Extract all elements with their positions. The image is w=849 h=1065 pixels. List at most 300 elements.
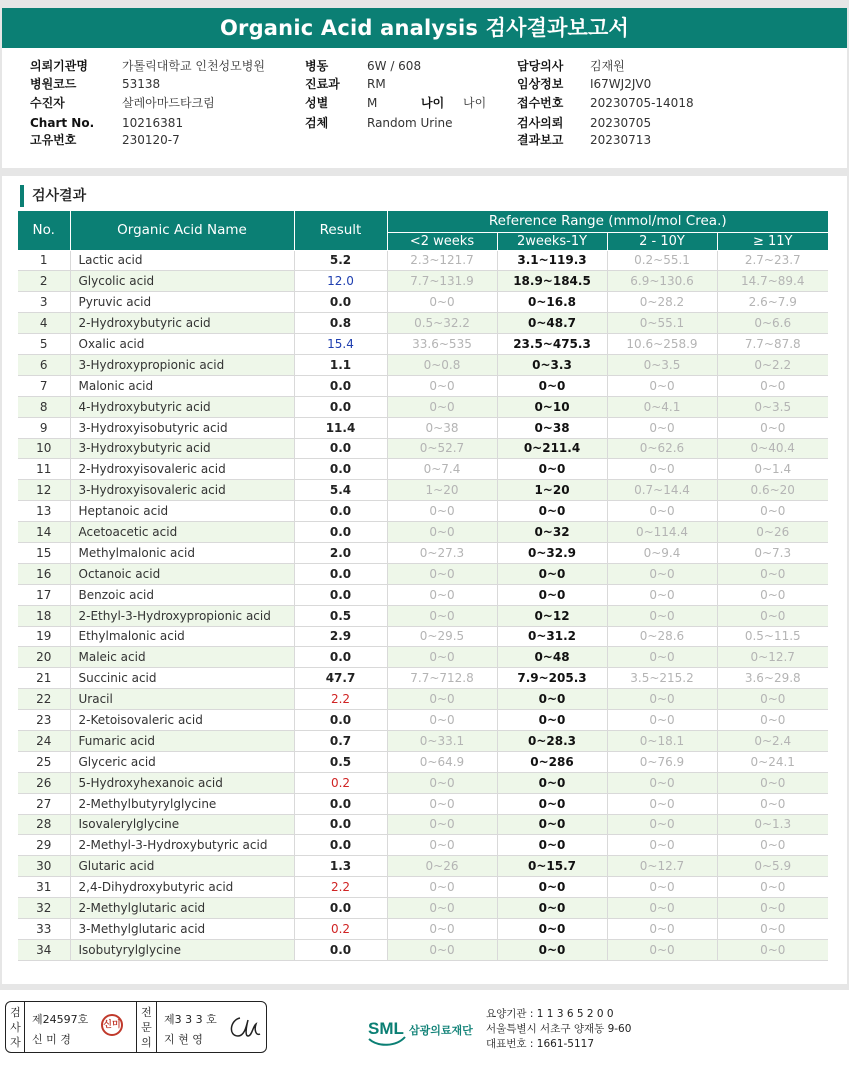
ref-under-2-weeks: 0~26	[387, 856, 497, 877]
ref-under-2-weeks: 0~0	[387, 605, 497, 626]
tester-role: 검 사 자	[10, 1006, 21, 1049]
ref-under-2-weeks: 0~0	[387, 877, 497, 898]
ref-2-10-years: 0~12.7	[607, 856, 717, 877]
row-no: 8	[18, 396, 70, 417]
acid-name: 3-Hydroxypropionic acid	[70, 354, 294, 375]
ref-2-weeks-1-year: 0~0	[497, 835, 607, 856]
acid-name: Oxalic acid	[70, 334, 294, 355]
field-value: I67WJ2JV0	[590, 77, 652, 91]
acid-name: 2-Ethyl-3-Hydroxypropionic acid	[70, 605, 294, 626]
acid-name: 3-Hydroxybutyric acid	[70, 438, 294, 459]
specialist-name: 지 현 영	[164, 1033, 203, 1046]
ref-under-2-weeks: 0~38	[387, 417, 497, 438]
field-value: 20230713	[590, 133, 652, 147]
row-no: 9	[18, 417, 70, 438]
ref-under-2-weeks: 0~0	[387, 814, 497, 835]
ref-2-10-years: 10.6~258.9	[607, 334, 717, 355]
ref-11-years-plus: 14.7~89.4	[717, 271, 828, 292]
row-no: 14	[18, 522, 70, 543]
ref-11-years-plus: 0~1.4	[717, 459, 828, 480]
field-label: 담당의사	[517, 59, 564, 73]
ref-2-10-years: 0~0	[607, 605, 717, 626]
ref-2-10-years: 0~0	[607, 919, 717, 940]
table-row	[18, 668, 828, 689]
tester-name: 신 미 경	[32, 1033, 71, 1046]
logo-text: SML	[368, 1019, 404, 1038]
row-no: 32	[18, 898, 70, 919]
result-value: 0.0	[294, 647, 387, 668]
row-no: 21	[18, 668, 70, 689]
ref-11-years-plus: 2.7~23.7	[717, 250, 828, 271]
result-value: 0.0	[294, 459, 387, 480]
acid-name: 2-Ketoisovaleric acid	[70, 710, 294, 731]
field-value: 살레아마드타크림	[122, 96, 215, 110]
ref-2-weeks-1-year: 0~0	[497, 563, 607, 584]
ref-11-years-plus: 0~0	[717, 772, 828, 793]
field-label: 결과보고	[517, 133, 564, 147]
ref-2-weeks-1-year: 0~0	[497, 772, 607, 793]
row-no: 25	[18, 751, 70, 772]
acid-name: Methylmalonic acid	[70, 542, 294, 563]
row-no: 31	[18, 877, 70, 898]
row-no: 16	[18, 563, 70, 584]
ref-2-10-years: 0~0	[607, 563, 717, 584]
acid-name: 5-Hydroxyhexanoic acid	[70, 772, 294, 793]
table-row	[18, 396, 828, 417]
ref-under-2-weeks: 0~52.7	[387, 438, 497, 459]
field-value: 10216381	[122, 116, 184, 130]
field-label: 임상정보	[517, 77, 564, 91]
field-label: 병동	[305, 59, 329, 73]
ref-11-years-plus: 0~2.2	[717, 354, 828, 375]
field-value: 20230705-14018	[590, 96, 694, 110]
row-no: 6	[18, 354, 70, 375]
result-value: 0.0	[294, 584, 387, 605]
result-value: 0.5	[294, 605, 387, 626]
ref-2-weeks-1-year: 0~0	[497, 375, 607, 396]
ref-11-years-plus: 0~0	[717, 501, 828, 522]
ref-11-years-plus: 0~24.1	[717, 751, 828, 772]
ref-11-years-plus: 0~3.5	[717, 396, 828, 417]
ref-under-2-weeks: 0~0	[387, 522, 497, 543]
table-row	[18, 730, 828, 751]
row-no: 12	[18, 480, 70, 501]
row-no: 1	[18, 250, 70, 271]
acid-name: Lactic acid	[70, 250, 294, 271]
org-address: 서울특별시 서초구 양재동 9-60	[486, 1023, 632, 1035]
ref-2-weeks-1-year: 0~15.7	[497, 856, 607, 877]
field-value: 김재원	[590, 59, 625, 73]
ref-2-weeks-1-year: 0~211.4	[497, 438, 607, 459]
table-row	[18, 334, 828, 355]
table-row	[18, 354, 828, 375]
org-code: 요양기관 : 1 1 3 6 5 2 0 0	[486, 1008, 614, 1020]
ref-2-10-years: 0~0	[607, 835, 717, 856]
table-row	[18, 626, 828, 647]
ref-under-2-weeks: 7.7~131.9	[387, 271, 497, 292]
ref-2-10-years: 0~0	[607, 501, 717, 522]
result-value: 0.7	[294, 730, 387, 751]
acid-name: 2,4-Dihydroxybutyric acid	[70, 877, 294, 898]
table-row	[18, 772, 828, 793]
ref-2-10-years: 0~114.4	[607, 522, 717, 543]
ref-11-years-plus: 0.6~20	[717, 480, 828, 501]
table-row	[18, 563, 828, 584]
ref-2-weeks-1-year: 0~32.9	[497, 542, 607, 563]
tester-seal: 신미	[101, 1014, 123, 1036]
ref-2-10-years: 0~0	[607, 647, 717, 668]
ref-2-10-years: 0~3.5	[607, 354, 717, 375]
field-label: 진료과	[305, 77, 340, 91]
ref-2-weeks-1-year: 7.9~205.3	[497, 668, 607, 689]
acid-name: Glutaric acid	[70, 856, 294, 877]
table-row	[18, 438, 828, 459]
ref-11-years-plus: 0~0	[717, 563, 828, 584]
ref-under-2-weeks: 0~0	[387, 689, 497, 710]
ref-2-10-years: 0~28.2	[607, 292, 717, 313]
ref-2-10-years: 0~9.4	[607, 542, 717, 563]
table-row	[18, 751, 828, 772]
ref-under-2-weeks: 0~0	[387, 501, 497, 522]
row-no: 3	[18, 292, 70, 313]
divider	[24, 1002, 25, 1052]
ref-11-years-plus: 0~0	[717, 417, 828, 438]
ref-11-years-plus: 0~40.4	[717, 438, 828, 459]
ref-under-2-weeks: 1~20	[387, 480, 497, 501]
ref-2-10-years: 0~0	[607, 417, 717, 438]
field-label: 수진자	[30, 96, 65, 110]
result-value: 0.0	[294, 396, 387, 417]
result-value: 0.0	[294, 375, 387, 396]
acid-name: Maleic acid	[70, 647, 294, 668]
results-table	[18, 211, 828, 961]
field-value: 230120-7	[122, 133, 180, 147]
table-row	[18, 605, 828, 626]
acid-name: 2-Hydroxybutyric acid	[70, 313, 294, 334]
table-row	[18, 417, 828, 438]
ref-11-years-plus: 0~7.3	[717, 542, 828, 563]
ref-2-weeks-1-year: 1~20	[497, 480, 607, 501]
result-value: 0.0	[294, 814, 387, 835]
ref-11-years-plus: 7.7~87.8	[717, 334, 828, 355]
ref-11-years-plus: 3.6~29.8	[717, 668, 828, 689]
org-name: 삼광의료재단	[409, 1024, 473, 1037]
col-header-reference: Reference Range (mmol/mol Crea.)	[387, 211, 828, 232]
row-no: 19	[18, 626, 70, 647]
acid-name: Ethylmalonic acid	[70, 626, 294, 647]
table-row	[18, 856, 828, 877]
table-row	[18, 877, 828, 898]
ref-2-10-years: 0~0	[607, 710, 717, 731]
col-header-result: Result	[294, 211, 387, 250]
ref-11-years-plus: 0~6.6	[717, 313, 828, 334]
ref-11-years-plus: 0~26	[717, 522, 828, 543]
acid-name: Isovalerylglycine	[70, 814, 294, 835]
result-value: 2.0	[294, 542, 387, 563]
acid-name: 3-Methylglutaric acid	[70, 919, 294, 940]
ref-under-2-weeks: 0~0	[387, 898, 497, 919]
result-value: 0.0	[294, 939, 387, 960]
table-row	[18, 689, 828, 710]
signature-scribble	[226, 1012, 262, 1042]
field-value: 6W / 608	[367, 59, 422, 73]
table-row	[18, 898, 828, 919]
specialist-license: 제3 3 3 호	[164, 1013, 217, 1026]
org-info	[486, 1007, 631, 1052]
ref-11-years-plus: 0~0	[717, 919, 828, 940]
ref-11-years-plus: 0~0	[717, 710, 828, 731]
ref-2-weeks-1-year: 0~0	[497, 459, 607, 480]
ref-under-2-weeks: 0~27.3	[387, 542, 497, 563]
result-value: 15.4	[294, 334, 387, 355]
ref-11-years-plus: 0~12.7	[717, 647, 828, 668]
ref-under-2-weeks: 0~0	[387, 396, 497, 417]
ref-2-weeks-1-year: 0~0	[497, 501, 607, 522]
divider	[156, 1002, 157, 1052]
table-row	[18, 793, 828, 814]
ref-under-2-weeks: 0~0	[387, 772, 497, 793]
ref-11-years-plus: 0~0	[717, 898, 828, 919]
result-value: 0.0	[294, 835, 387, 856]
ref-2-10-years: 0~18.1	[607, 730, 717, 751]
ref-under-2-weeks: 0~0	[387, 919, 497, 940]
report-title: Organic Acid analysis 검사결과보고서	[2, 8, 847, 48]
result-value: 12.0	[294, 271, 387, 292]
row-no: 5	[18, 334, 70, 355]
field-value: M	[367, 96, 378, 110]
acid-name: Glycolic acid	[70, 271, 294, 292]
result-value: 0.0	[294, 522, 387, 543]
acid-name: Malonic acid	[70, 375, 294, 396]
table-row	[18, 939, 828, 960]
row-no: 7	[18, 375, 70, 396]
ref-under-2-weeks: 0~33.1	[387, 730, 497, 751]
row-no: 18	[18, 605, 70, 626]
col-header-ref-3: 2 - 10Y	[607, 232, 717, 250]
row-no: 17	[18, 584, 70, 605]
field-label: 검체	[305, 116, 329, 130]
result-value: 11.4	[294, 417, 387, 438]
org-phone: 대표번호 : 1661-5117	[486, 1038, 595, 1050]
result-value: 0.0	[294, 710, 387, 731]
ref-11-years-plus: 2.6~7.9	[717, 292, 828, 313]
table-row	[18, 459, 828, 480]
ref-2-10-years: 0~0	[607, 772, 717, 793]
ref-2-weeks-1-year: 0~0	[497, 584, 607, 605]
field-label: Chart No.	[30, 116, 95, 130]
ref-under-2-weeks: 0~0	[387, 710, 497, 731]
row-no: 24	[18, 730, 70, 751]
ref-2-10-years: 0~0	[607, 459, 717, 480]
row-no: 13	[18, 501, 70, 522]
age-value: 나이	[463, 96, 487, 110]
ref-under-2-weeks: 0.5~32.2	[387, 313, 497, 334]
ref-11-years-plus: 0~0	[717, 375, 828, 396]
acid-name: 3-Hydroxyisovaleric acid	[70, 480, 294, 501]
table-row	[18, 271, 828, 292]
ref-2-weeks-1-year: 0~0	[497, 793, 607, 814]
ref-2-10-years: 0.2~55.1	[607, 250, 717, 271]
ref-2-weeks-1-year: 0~48	[497, 647, 607, 668]
result-rows	[18, 250, 828, 960]
row-no: 4	[18, 313, 70, 334]
ref-under-2-weeks: 0~29.5	[387, 626, 497, 647]
ref-2-weeks-1-year: 3.1~119.3	[497, 250, 607, 271]
acid-name: Fumaric acid	[70, 730, 294, 751]
table-row	[18, 292, 828, 313]
ref-under-2-weeks: 0~0	[387, 647, 497, 668]
row-no: 22	[18, 689, 70, 710]
ref-2-weeks-1-year: 23.5~475.3	[497, 334, 607, 355]
ref-2-weeks-1-year: 0~16.8	[497, 292, 607, 313]
field-label: 고유번호	[30, 133, 77, 147]
tester-license: 제24597호	[32, 1013, 89, 1026]
row-no: 30	[18, 856, 70, 877]
row-no: 28	[18, 814, 70, 835]
ref-11-years-plus: 0~0	[717, 689, 828, 710]
col-header-no: No.	[18, 211, 70, 250]
ref-2-weeks-1-year: 0~0	[497, 814, 607, 835]
field-value: Random Urine	[367, 116, 453, 130]
ref-2-10-years: 0~55.1	[607, 313, 717, 334]
ref-2-weeks-1-year: 0~0	[497, 710, 607, 731]
field-label: 의뢰기관명	[30, 59, 88, 73]
result-value: 2.9	[294, 626, 387, 647]
acid-name: Acetoacetic acid	[70, 522, 294, 543]
age-label: 나이	[421, 96, 445, 110]
ref-11-years-plus: 0~0	[717, 584, 828, 605]
ref-2-10-years: 0~62.6	[607, 438, 717, 459]
table-row	[18, 919, 828, 940]
ref-2-weeks-1-year: 0~286	[497, 751, 607, 772]
result-value: 0.0	[294, 898, 387, 919]
acid-name: 2-Methyl-3-Hydroxybutyric acid	[70, 835, 294, 856]
ref-2-10-years: 0~76.9	[607, 751, 717, 772]
table-row	[18, 814, 828, 835]
result-value: 0.0	[294, 292, 387, 313]
ref-2-weeks-1-year: 0~28.3	[497, 730, 607, 751]
row-no: 34	[18, 939, 70, 960]
ref-11-years-plus: 0~2.4	[717, 730, 828, 751]
row-no: 15	[18, 542, 70, 563]
ref-2-weeks-1-year: 0~0	[497, 898, 607, 919]
ref-2-weeks-1-year: 0~0	[497, 877, 607, 898]
field-value: 53138	[122, 77, 161, 91]
result-value: 0.0	[294, 563, 387, 584]
result-value: 5.4	[294, 480, 387, 501]
ref-2-10-years: 0~4.1	[607, 396, 717, 417]
result-value: 2.2	[294, 877, 387, 898]
ref-under-2-weeks: 0~0	[387, 375, 497, 396]
row-no: 33	[18, 919, 70, 940]
table-row	[18, 250, 828, 271]
ref-2-10-years: 0.7~14.4	[607, 480, 717, 501]
ref-under-2-weeks: 2.3~121.7	[387, 250, 497, 271]
ref-2-weeks-1-year: 0~38	[497, 417, 607, 438]
table-row	[18, 501, 828, 522]
table-row	[18, 647, 828, 668]
acid-name: Octanoic acid	[70, 563, 294, 584]
result-value: 0.2	[294, 919, 387, 940]
ref-under-2-weeks: 33.6~535	[387, 334, 497, 355]
col-header-ref-4: ≥ 11Y	[717, 232, 828, 250]
ref-2-10-years: 6.9~130.6	[607, 271, 717, 292]
ref-2-10-years: 0~0	[607, 898, 717, 919]
row-no: 11	[18, 459, 70, 480]
field-value: RM	[367, 77, 386, 91]
specialist-role: 전 문 의	[141, 1006, 152, 1049]
ref-under-2-weeks: 0~0	[387, 793, 497, 814]
ref-2-weeks-1-year: 18.9~184.5	[497, 271, 607, 292]
ref-2-10-years: 0~0	[607, 939, 717, 960]
ref-under-2-weeks: 0~0	[387, 563, 497, 584]
ref-2-10-years: 0~28.6	[607, 626, 717, 647]
result-value: 5.2	[294, 250, 387, 271]
col-header-name: Organic Acid Name	[70, 211, 294, 250]
table-row	[18, 480, 828, 501]
result-value: 0.2	[294, 772, 387, 793]
acid-name: Isobutyrylglycine	[70, 939, 294, 960]
table-row	[18, 584, 828, 605]
col-header-ref-2: 2weeks-1Y	[497, 232, 607, 250]
ref-under-2-weeks: 0~0	[387, 939, 497, 960]
ref-2-10-years: 0~0	[607, 584, 717, 605]
ref-2-weeks-1-year: 0~48.7	[497, 313, 607, 334]
ref-2-10-years: 3.5~215.2	[607, 668, 717, 689]
field-label: 검사의뢰	[517, 116, 564, 130]
result-value: 47.7	[294, 668, 387, 689]
table-row	[18, 710, 828, 731]
ref-2-weeks-1-year: 0~0	[497, 939, 607, 960]
ref-11-years-plus: 0~0	[717, 939, 828, 960]
ref-under-2-weeks: 0~7.4	[387, 459, 497, 480]
result-value: 0.5	[294, 751, 387, 772]
ref-11-years-plus: 0~0	[717, 877, 828, 898]
ref-2-10-years: 0~0	[607, 375, 717, 396]
row-no: 23	[18, 710, 70, 731]
result-value: 2.2	[294, 689, 387, 710]
ref-11-years-plus: 0~5.9	[717, 856, 828, 877]
ref-11-years-plus: 0.5~11.5	[717, 626, 828, 647]
ref-2-weeks-1-year: 0~12	[497, 605, 607, 626]
ref-11-years-plus: 0~1.3	[717, 814, 828, 835]
ref-2-weeks-1-year: 0~3.3	[497, 354, 607, 375]
ref-11-years-plus: 0~0	[717, 605, 828, 626]
field-value: 20230705	[590, 116, 652, 130]
table-row	[18, 375, 828, 396]
table-row	[18, 835, 828, 856]
acid-name: Uracil	[70, 689, 294, 710]
table-row	[18, 522, 828, 543]
field-label: 성별	[305, 96, 329, 110]
acid-name: 4-Hydroxybutyric acid	[70, 396, 294, 417]
row-no: 27	[18, 793, 70, 814]
result-value: 0.8	[294, 313, 387, 334]
ref-under-2-weeks: 0~0	[387, 292, 497, 313]
ref-2-weeks-1-year: 0~31.2	[497, 626, 607, 647]
ref-under-2-weeks: 0~0	[387, 584, 497, 605]
section-title: 검사결과	[20, 185, 86, 207]
ref-2-10-years: 0~0	[607, 793, 717, 814]
ref-2-10-years: 0~0	[607, 689, 717, 710]
result-value: 0.0	[294, 501, 387, 522]
acid-name: Glyceric acid	[70, 751, 294, 772]
acid-name: 2-Methylglutaric acid	[70, 898, 294, 919]
ref-2-10-years: 0~0	[607, 877, 717, 898]
ref-11-years-plus: 0~0	[717, 835, 828, 856]
acid-name: Heptanoic acid	[70, 501, 294, 522]
table-row	[18, 542, 828, 563]
